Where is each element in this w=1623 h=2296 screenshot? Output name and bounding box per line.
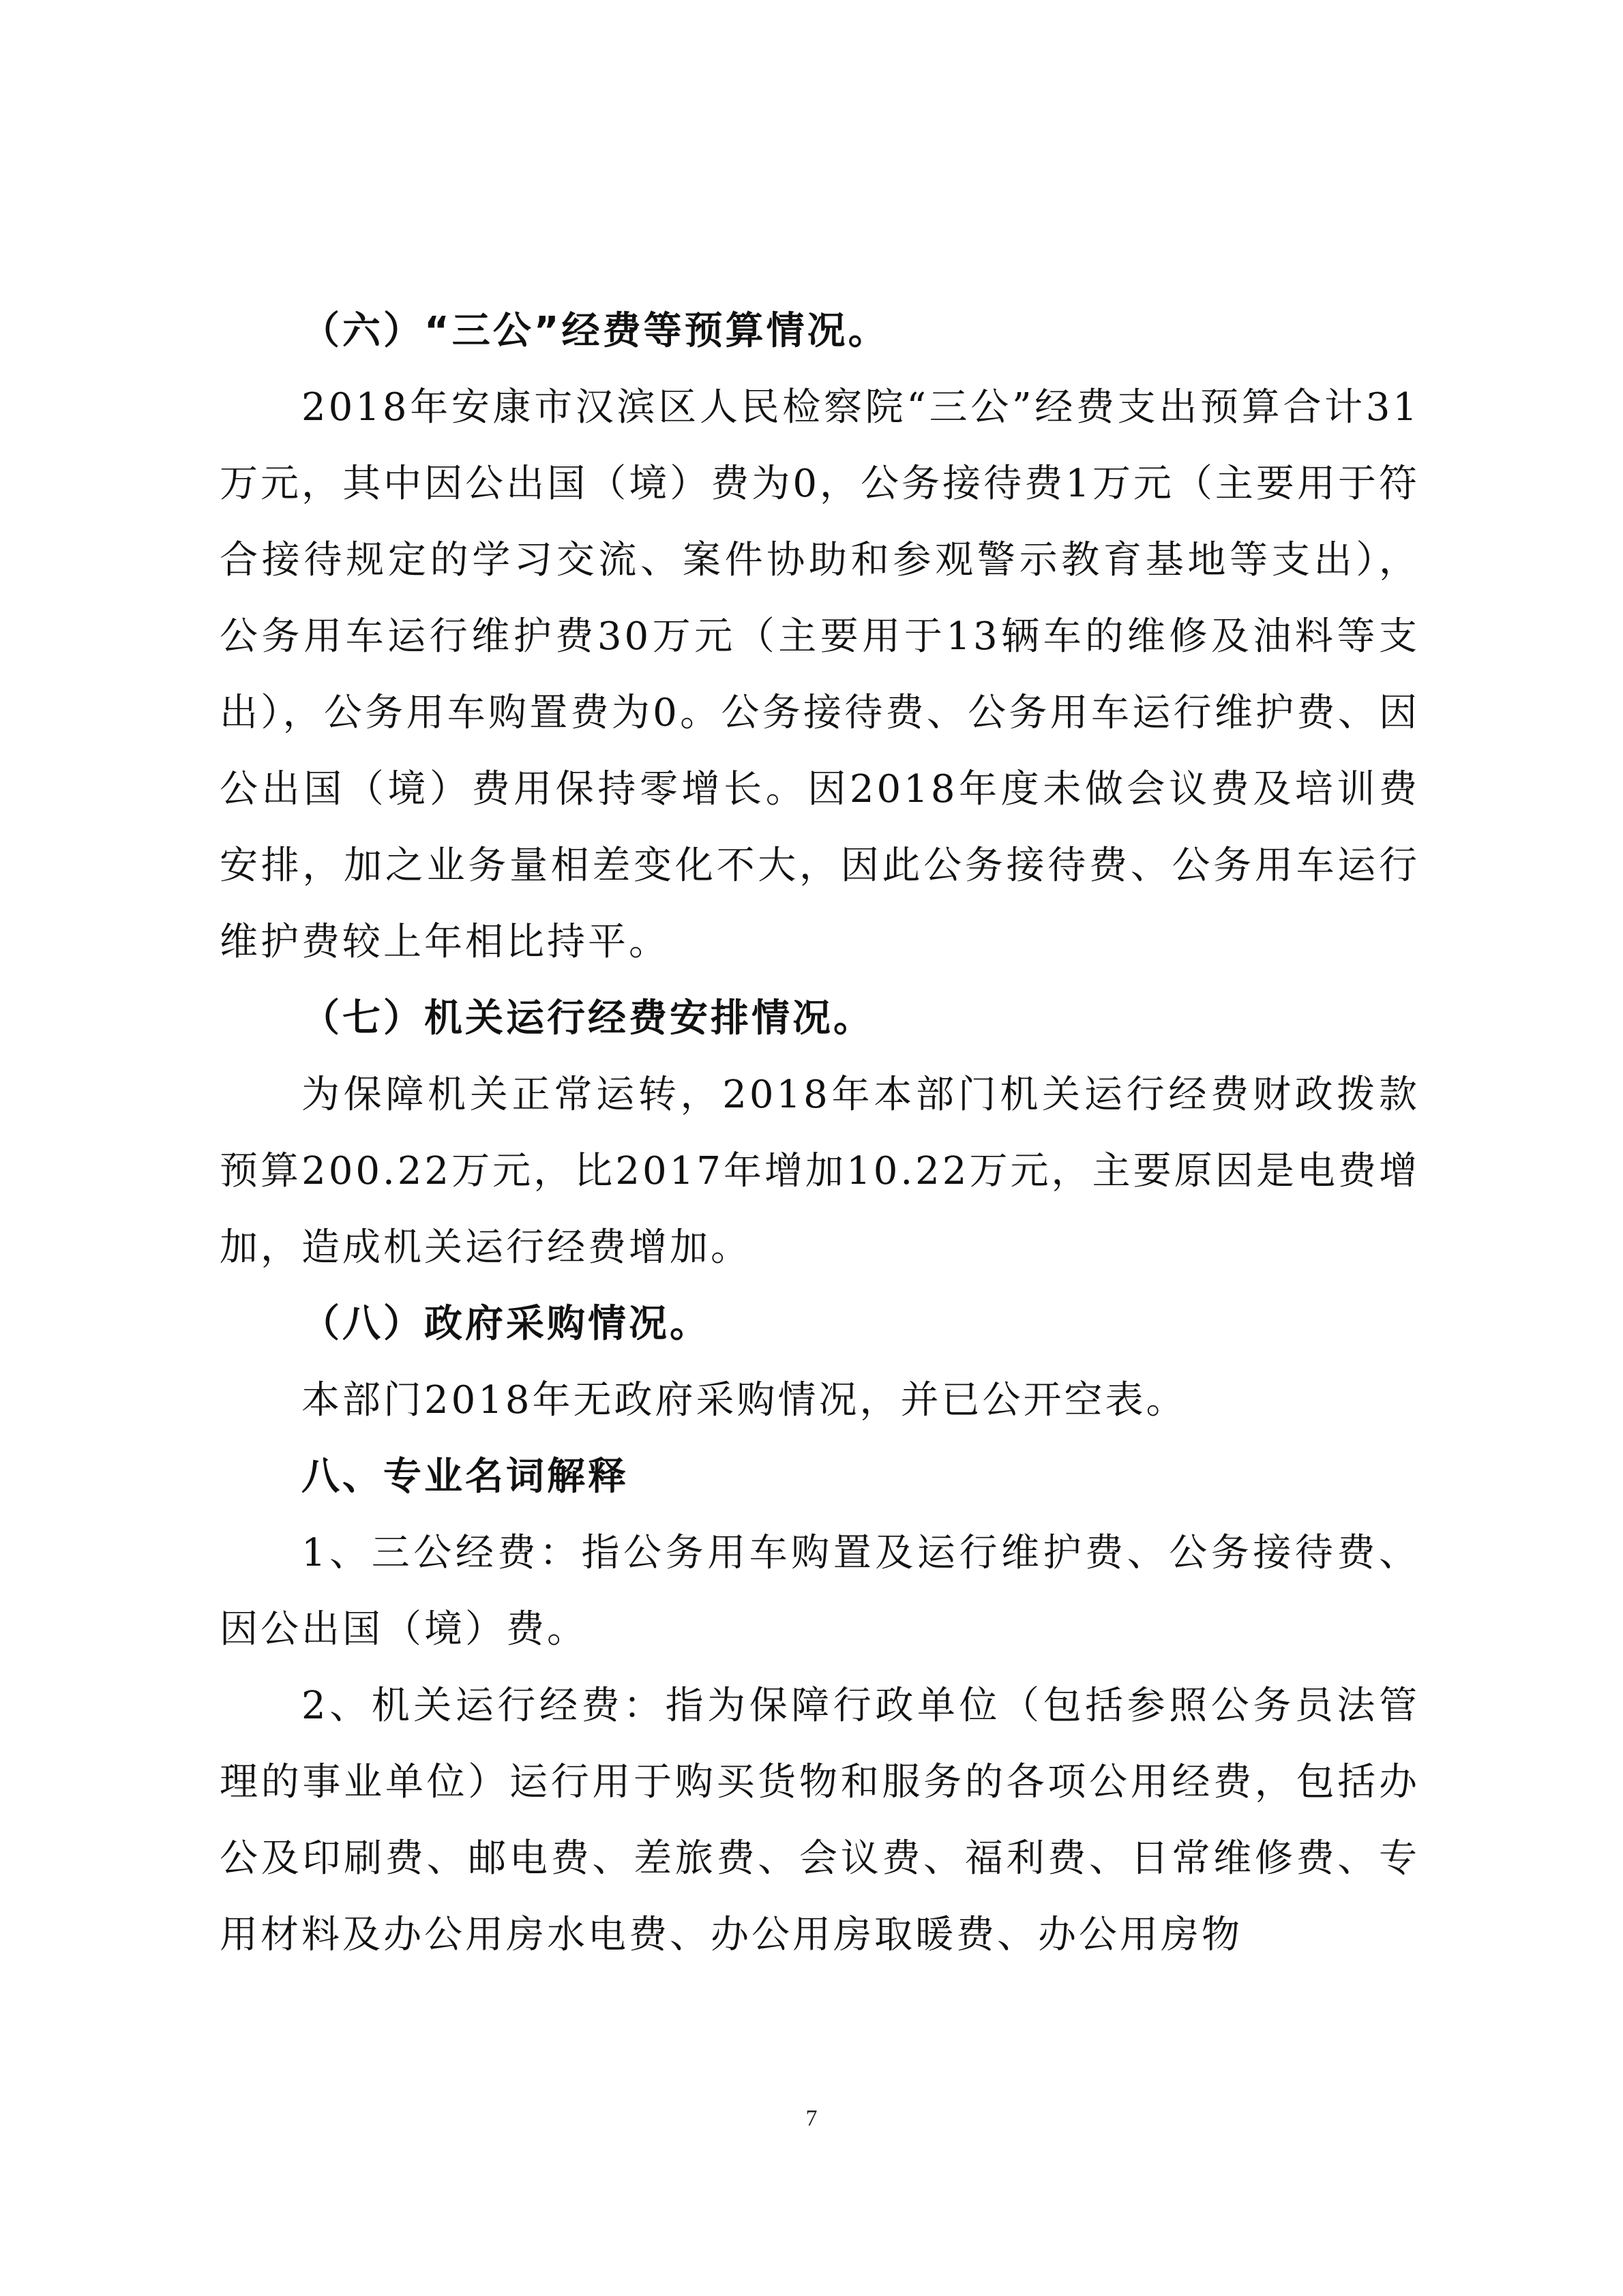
section-heading-operating-expenses: （七）机关运行经费安排情况。 — [301, 996, 874, 1041]
section-heading-government-procurement: （八）政府采购情况。 — [301, 1302, 711, 1346]
section-heading-term-explanations: 八、专业名词解释 — [301, 1455, 629, 1499]
section-heading-three-public-budget: （六）“三公”经费等预算情况。 — [301, 309, 889, 353]
page-number: 7 — [805, 2106, 818, 2131]
document-body — [220, 293, 1420, 1973]
paragraph-government-procurement: 本部门2018年无政府采购情况，并已公开空表。 — [301, 1378, 1187, 1422]
paragraph-term-operating-expenses: 2、机关运行经费：指为保障行政单位（包括参照公务员法管理的事业单位）运行用于购买货物和服务的各项公用经费，包括办公及印刷费、邮电费、差旅费、会议费、福利费、日常维修费、专用材料及办公用房水电费、办公用房取暖费、办公用房物 — [220, 1684, 1420, 1957]
paragraph-term-three-public: 1、三公经费：指公务用车购置及运行维护费、公务接待费、因公出国（境）费。 — [220, 1531, 1420, 1652]
paragraph-three-public-budget: 2018年安康市汉滨区人民检察院“三公”经费支出预算合计31万元，其中因公出国（境）费为0，公务接待费1万元（主要用于符合接待规定的学习交流、案件协助和参观警示教育基地等支出），公务用车运行维护费30万元（主要用于13辆车的维修及油料等支出），公务用车购置费为0。公务接待费、公务用车运行维护费、因公出国（境）费用保持零增长。因2018年度未做会议费及培训费安排，加之业务量相差变化不大，因此公务接待费、公务用车运行维护费较上年相比持平。 — [220, 385, 1420, 964]
paragraph-operating-expenses: 为保障机关正常运转，2018年本部门机关运行经费财政拨款预算200.22万元，比2017年增加10.22万元，主要原因是电费增加，造成机关运行经费增加。 — [220, 1073, 1420, 1270]
